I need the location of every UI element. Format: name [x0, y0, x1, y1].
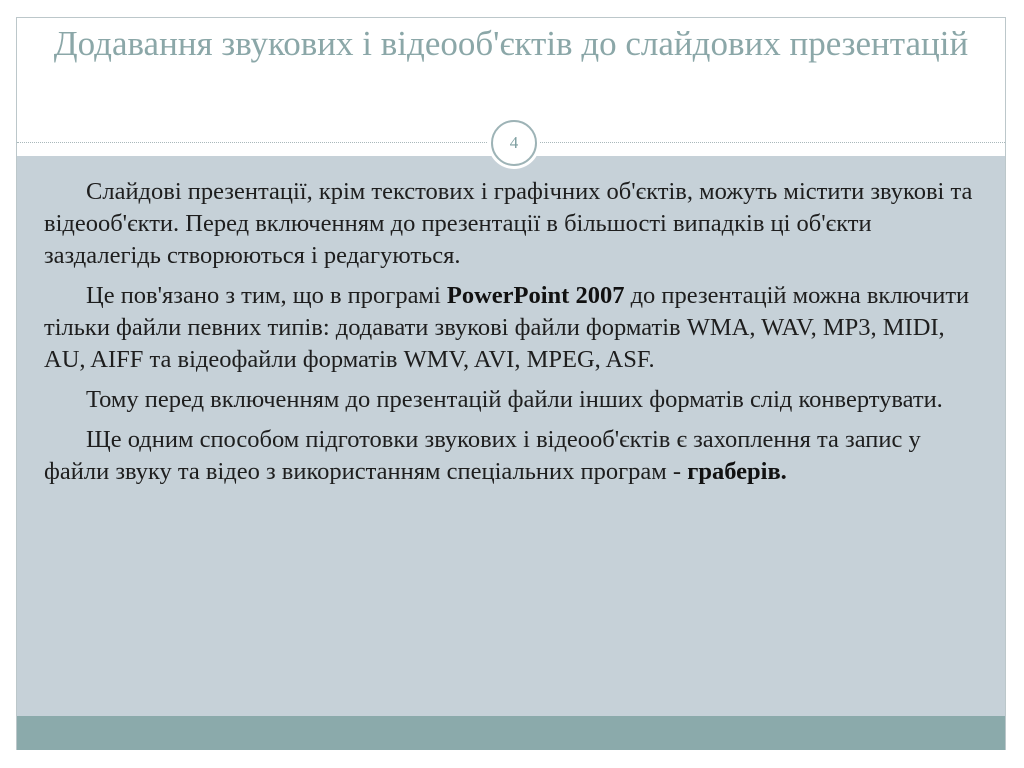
slide-title: Додавання звукових і відеооб'єктів до слайдових презентацій — [53, 24, 969, 63]
slide-number: 4 — [491, 120, 537, 166]
paragraph-3 — [44, 384, 979, 416]
slide-number-badge — [488, 117, 540, 169]
paragraph-1 — [44, 176, 979, 272]
paragraph-2 — [44, 280, 979, 376]
paragraph-4 — [44, 424, 979, 488]
paragraph-4-before: Ще одним способом підготовки звукових і відеооб'єктів є захоплення та запис у файли звуку та відео з використанням спеціальних програм - — [44, 426, 921, 485]
slide-body — [44, 176, 979, 496]
paragraph-2-after: до презентацій можна включити тільки файли певних типів: додавати звукові файли форматів WMA, WAV, MP3, MIDI, AU, AIFF та відеофайли форматів WMV, AVI, MPEG, ASF. — [44, 282, 970, 373]
paragraph-1-text: Слайдові презентації, крім текстових і графічних об'єктів, можуть містити звукові та відеооб'єкти. Перед включенням до презентації в більшості випадків ці об'єкти заздалегідь створюються і редагуються. — [44, 178, 973, 269]
paragraph-2-bold: PowerPoint 2007 — [446, 282, 625, 309]
paragraph-3-text: Тому перед включенням до презентацій файли інших форматів слід конвертувати. — [86, 386, 943, 413]
paragraph-4-bold: граберів. — [687, 458, 787, 485]
paragraph-2-before: Це пов'язано з тим, що в програмі — [86, 282, 447, 309]
bottom-band — [17, 716, 1005, 750]
